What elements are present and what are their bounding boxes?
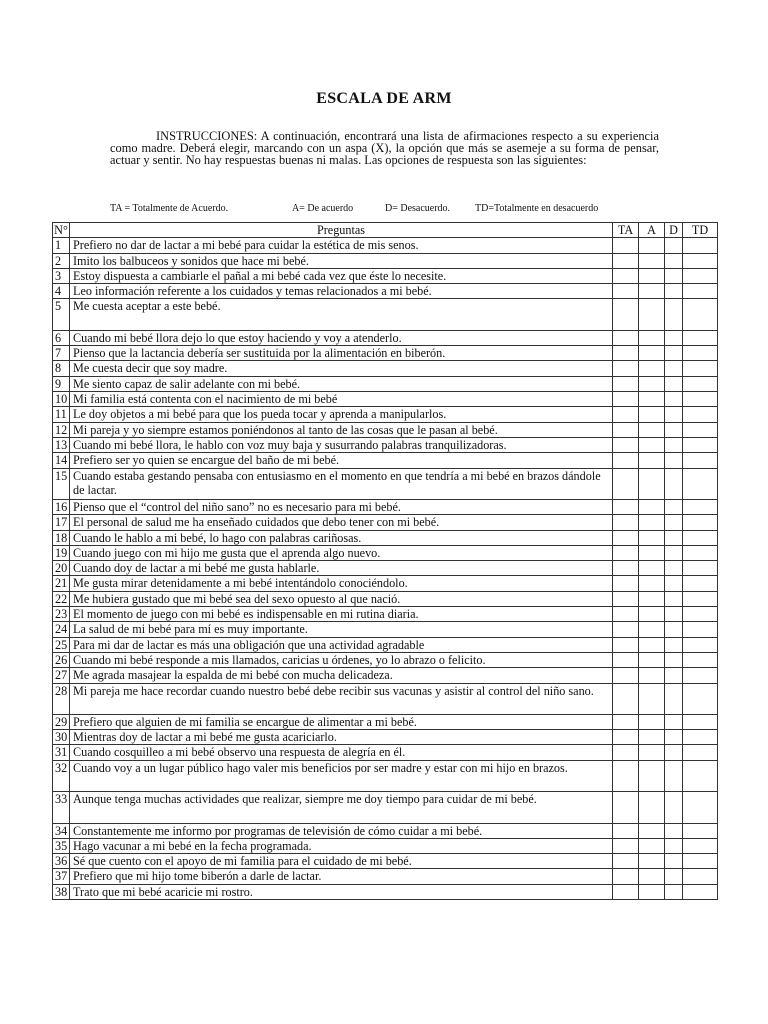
row-number: 6 xyxy=(53,330,70,345)
answer-cell-a[interactable] xyxy=(639,823,665,838)
row-number: 34 xyxy=(53,823,70,838)
legend-d: D= Desacuerdo. xyxy=(385,203,451,214)
answer-cell-ta[interactable] xyxy=(613,591,639,606)
answer-cell-ta[interactable] xyxy=(613,392,639,407)
answer-cell-a[interactable] xyxy=(639,869,665,884)
answer-cell-td[interactable] xyxy=(683,268,718,283)
table-row xyxy=(53,668,718,683)
table-row xyxy=(53,284,718,299)
answer-cell-a[interactable] xyxy=(639,530,665,545)
header-d: D xyxy=(665,223,683,238)
table-row xyxy=(53,730,718,745)
answer-cell-td[interactable] xyxy=(683,607,718,622)
table-row xyxy=(53,346,718,361)
row-number: 20 xyxy=(53,561,70,576)
table-row xyxy=(53,838,718,853)
answer-cell-td[interactable] xyxy=(683,652,718,667)
answer-cell-ta[interactable] xyxy=(613,530,639,545)
question-text: Para mi dar de lactar es más una obligación que una actividad agradable xyxy=(70,637,613,652)
answer-cell-td[interactable] xyxy=(683,591,718,606)
answer-cell-ta[interactable] xyxy=(613,299,639,330)
answer-cell-td[interactable] xyxy=(683,576,718,591)
answer-cell-d[interactable] xyxy=(665,683,683,714)
row-number: 17 xyxy=(53,515,70,530)
question-text: Constantemente me informo por programas de televisión de cómo cuidar a mi bebé. xyxy=(70,823,613,838)
answer-cell-a[interactable] xyxy=(639,346,665,361)
answer-cell-td[interactable] xyxy=(683,376,718,391)
answer-cell-td[interactable] xyxy=(683,499,718,514)
answer-cell-a[interactable] xyxy=(639,730,665,745)
answer-cell-ta[interactable] xyxy=(613,268,639,283)
answer-cell-td[interactable] xyxy=(683,683,718,714)
answer-cell-a[interactable] xyxy=(639,453,665,468)
question-text: Cuando voy a un lugar público hago valer mis beneficios por ser madre y estar con mi hijo en brazos. xyxy=(70,760,613,791)
answer-cell-td[interactable] xyxy=(683,422,718,437)
question-text: Pienso que el “control del niño sano” no es necesario para mi bebé. xyxy=(70,499,613,514)
answer-cell-d[interactable] xyxy=(665,652,683,667)
answer-cell-td[interactable] xyxy=(683,392,718,407)
answer-cell-a[interactable] xyxy=(639,637,665,652)
table-row xyxy=(53,253,718,268)
table-row xyxy=(53,238,718,253)
answer-cell-a[interactable] xyxy=(639,576,665,591)
answer-cell-ta[interactable] xyxy=(613,330,639,345)
row-number: 14 xyxy=(53,453,70,468)
question-text: Cuando mi bebé llora dejo lo que estoy haciendo y voy a atenderlo. xyxy=(70,330,613,345)
row-number: 2 xyxy=(53,253,70,268)
answer-cell-a[interactable] xyxy=(639,330,665,345)
row-number: 21 xyxy=(53,576,70,591)
table-row xyxy=(53,884,718,899)
table-row xyxy=(53,869,718,884)
question-text: Prefiero que mi hijo tome biberón a darle de lactar. xyxy=(70,869,613,884)
answer-cell-ta[interactable] xyxy=(613,346,639,361)
legend-td: TD=Totalmente en desacuerdo xyxy=(475,203,599,214)
answer-cell-a[interactable] xyxy=(639,884,665,899)
table-row xyxy=(53,268,718,283)
row-number: 31 xyxy=(53,745,70,760)
question-text: Prefiero ser yo quien se encargue del baño de mi bebé. xyxy=(70,453,613,468)
table-row xyxy=(53,622,718,637)
row-number: 11 xyxy=(53,407,70,422)
table-row xyxy=(53,823,718,838)
row-number: 33 xyxy=(53,792,70,823)
table-row xyxy=(53,453,718,468)
question-text: Trato que mi bebé acaricie mi rostro. xyxy=(70,884,613,899)
answer-cell-ta[interactable] xyxy=(613,284,639,299)
answer-cell-d[interactable] xyxy=(665,668,683,683)
answer-cell-ta[interactable] xyxy=(613,407,639,422)
answer-cell-td[interactable] xyxy=(683,869,718,884)
answer-cell-d[interactable] xyxy=(665,346,683,361)
table-row xyxy=(53,422,718,437)
answer-cell-d[interactable] xyxy=(665,468,683,499)
row-number: 24 xyxy=(53,622,70,637)
question-text: El personal de salud me ha enseñado cuidados que debo tener con mi bebé. xyxy=(70,515,613,530)
answer-cell-td[interactable] xyxy=(683,453,718,468)
row-number: 7 xyxy=(53,346,70,361)
table-row xyxy=(53,576,718,591)
answer-cell-td[interactable] xyxy=(683,745,718,760)
answer-cell-d[interactable] xyxy=(665,745,683,760)
header-td: TD xyxy=(683,223,718,238)
answer-cell-ta[interactable] xyxy=(613,238,639,253)
answer-cell-a[interactable] xyxy=(639,561,665,576)
question-text: Leo información referente a los cuidados y temas relacionados a mi bebé. xyxy=(70,284,613,299)
answer-cell-d[interactable] xyxy=(665,376,683,391)
answer-cell-td[interactable] xyxy=(683,838,718,853)
question-text: Cuando mi bebé responde a mis llamados, caricias u órdenes, yo lo abrazo o felicito. xyxy=(70,652,613,667)
question-text: Hago vacunar a mi bebé en la fecha programada. xyxy=(70,838,613,853)
row-number: 28 xyxy=(53,683,70,714)
answer-cell-ta[interactable] xyxy=(613,668,639,683)
answer-cell-d[interactable] xyxy=(665,561,683,576)
answer-cell-td[interactable] xyxy=(683,515,718,530)
answer-cell-d[interactable] xyxy=(665,730,683,745)
answer-cell-ta[interactable] xyxy=(613,607,639,622)
legend-ta: TA = Totalmente de Acuerdo. xyxy=(110,203,229,214)
answer-cell-td[interactable] xyxy=(683,561,718,576)
row-number: 38 xyxy=(53,884,70,899)
answer-cell-a[interactable] xyxy=(639,854,665,869)
answer-cell-d[interactable] xyxy=(665,823,683,838)
answer-cell-a[interactable] xyxy=(639,607,665,622)
answer-cell-a[interactable] xyxy=(639,299,665,330)
table-row xyxy=(53,637,718,652)
answer-cell-d[interactable] xyxy=(665,453,683,468)
answer-cell-td[interactable] xyxy=(683,622,718,637)
table-row xyxy=(53,561,718,576)
row-number: 15 xyxy=(53,468,70,499)
answer-cell-d[interactable] xyxy=(665,545,683,560)
response-legend xyxy=(110,203,670,217)
table-row xyxy=(53,376,718,391)
question-text: Prefiero que alguien de mi familia se encargue de alimentar a mi bebé. xyxy=(70,714,613,729)
answer-cell-td[interactable] xyxy=(683,760,718,791)
answer-cell-ta[interactable] xyxy=(613,576,639,591)
row-number: 36 xyxy=(53,854,70,869)
answer-cell-d[interactable] xyxy=(665,637,683,652)
answer-cell-d[interactable] xyxy=(665,361,683,376)
answer-cell-a[interactable] xyxy=(639,745,665,760)
answer-cell-d[interactable] xyxy=(665,284,683,299)
table-row xyxy=(53,437,718,452)
answer-cell-ta[interactable] xyxy=(613,760,639,791)
row-number: 3 xyxy=(53,268,70,283)
answer-cell-d[interactable] xyxy=(665,299,683,330)
row-number: 10 xyxy=(53,392,70,407)
answer-cell-a[interactable] xyxy=(639,284,665,299)
row-number: 4 xyxy=(53,284,70,299)
table-row xyxy=(53,745,718,760)
answer-cell-ta[interactable] xyxy=(613,730,639,745)
answer-cell-td[interactable] xyxy=(683,253,718,268)
row-number: 30 xyxy=(53,730,70,745)
answer-cell-ta[interactable] xyxy=(613,499,639,514)
question-text: Cuando doy de lactar a mi bebé me gusta hablarle. xyxy=(70,561,613,576)
row-number: 12 xyxy=(53,422,70,437)
row-number: 18 xyxy=(53,530,70,545)
row-number: 5 xyxy=(53,299,70,330)
answer-cell-td[interactable] xyxy=(683,884,718,899)
row-number: 22 xyxy=(53,591,70,606)
row-number: 26 xyxy=(53,652,70,667)
row-number: 25 xyxy=(53,637,70,652)
question-text: Estoy dispuesta a cambiarle el pañal a mi bebé cada vez que éste lo necesite. xyxy=(70,268,613,283)
row-number: 37 xyxy=(53,869,70,884)
question-text: Me siento capaz de salir adelante con mi bebé. xyxy=(70,376,613,391)
answer-cell-ta[interactable] xyxy=(613,453,639,468)
answer-cell-td[interactable] xyxy=(683,407,718,422)
answer-cell-td[interactable] xyxy=(683,284,718,299)
row-number: 13 xyxy=(53,437,70,452)
answer-cell-d[interactable] xyxy=(665,499,683,514)
answer-cell-ta[interactable] xyxy=(613,652,639,667)
table-header-row xyxy=(53,223,718,238)
question-text: Me cuesta decir que soy madre. xyxy=(70,361,613,376)
header-ta: TA xyxy=(613,223,639,238)
question-text: La salud de mi bebé para mí es muy importante. xyxy=(70,622,613,637)
answer-cell-td[interactable] xyxy=(683,346,718,361)
answer-cell-ta[interactable] xyxy=(613,253,639,268)
answer-cell-td[interactable] xyxy=(683,468,718,499)
question-text: Mi familia está contenta con el nacimiento de mi bebé xyxy=(70,392,613,407)
answer-cell-td[interactable] xyxy=(683,714,718,729)
answer-cell-ta[interactable] xyxy=(613,437,639,452)
answer-cell-a[interactable] xyxy=(639,622,665,637)
answer-cell-d[interactable] xyxy=(665,253,683,268)
answer-cell-a[interactable] xyxy=(639,652,665,667)
answer-cell-ta[interactable] xyxy=(613,683,639,714)
table-row xyxy=(53,530,718,545)
answer-cell-a[interactable] xyxy=(639,376,665,391)
table-row xyxy=(53,468,718,499)
answer-cell-d[interactable] xyxy=(665,268,683,283)
answer-cell-a[interactable] xyxy=(639,668,665,683)
answer-cell-ta[interactable] xyxy=(613,422,639,437)
answer-cell-td[interactable] xyxy=(683,854,718,869)
question-text: Sé que cuento con el apoyo de mi familia para el cuidado de mi bebé. xyxy=(70,854,613,869)
table-row xyxy=(53,499,718,514)
answer-cell-td[interactable] xyxy=(683,361,718,376)
answer-cell-a[interactable] xyxy=(639,422,665,437)
table-row xyxy=(53,515,718,530)
legend-a: A= De acuerdo xyxy=(292,203,354,214)
answer-cell-td[interactable] xyxy=(683,637,718,652)
answer-cell-a[interactable] xyxy=(639,407,665,422)
question-text: Imito los balbuceos y sonidos que hace mi bebé. xyxy=(70,253,613,268)
row-number: 32 xyxy=(53,760,70,791)
answer-cell-ta[interactable] xyxy=(613,745,639,760)
answer-cell-ta[interactable] xyxy=(613,792,639,823)
answer-cell-td[interactable] xyxy=(683,823,718,838)
answer-cell-d[interactable] xyxy=(665,792,683,823)
table-row xyxy=(53,854,718,869)
answer-cell-a[interactable] xyxy=(639,238,665,253)
answer-cell-d[interactable] xyxy=(665,515,683,530)
answer-cell-d[interactable] xyxy=(665,854,683,869)
answer-cell-td[interactable] xyxy=(683,299,718,330)
answer-cell-d[interactable] xyxy=(665,407,683,422)
table-row xyxy=(53,760,718,791)
table-row xyxy=(53,591,718,606)
table-row xyxy=(53,407,718,422)
answer-cell-td[interactable] xyxy=(683,668,718,683)
row-number: 19 xyxy=(53,545,70,560)
answer-cell-a[interactable] xyxy=(639,545,665,560)
answer-cell-ta[interactable] xyxy=(613,884,639,899)
answer-cell-d[interactable] xyxy=(665,869,683,884)
header-num: N° xyxy=(54,223,68,237)
answer-cell-d[interactable] xyxy=(665,330,683,345)
answer-cell-a[interactable] xyxy=(639,792,665,823)
answer-cell-d[interactable] xyxy=(665,437,683,452)
answer-cell-a[interactable] xyxy=(639,468,665,499)
answer-cell-a[interactable] xyxy=(639,591,665,606)
question-text: Cuando cosquilleo a mi bebé observo una respuesta de alegría en él. xyxy=(70,745,613,760)
table-row xyxy=(53,714,718,729)
answer-cell-a[interactable] xyxy=(639,361,665,376)
question-text: Cuando le hablo a mi bebé, lo hago con palabras cariñosas. xyxy=(70,530,613,545)
header-a: A xyxy=(639,223,665,238)
answer-cell-a[interactable] xyxy=(639,268,665,283)
answer-cell-ta[interactable] xyxy=(613,838,639,853)
answer-cell-a[interactable] xyxy=(639,499,665,514)
answer-cell-d[interactable] xyxy=(665,714,683,729)
header-question: Preguntas xyxy=(70,223,613,238)
question-text: Mientras doy de lactar a mi bebé me gusta acariciarlo. xyxy=(70,730,613,745)
answer-cell-a[interactable] xyxy=(639,683,665,714)
question-text: Cuando mi bebé llora, le hablo con voz muy baja y susurrando palabras tranquilizadoras. xyxy=(70,437,613,452)
question-text: Aunque tenga muchas actividades que realizar, siempre me doy tiempo para cuidar de mi bebé. xyxy=(70,792,613,823)
answer-cell-td[interactable] xyxy=(683,437,718,452)
questionnaire-table xyxy=(52,222,718,900)
answer-cell-td[interactable] xyxy=(683,530,718,545)
question-text: Le doy objetos a mi bebé para que los pueda tocar y aprenda a manipularlos. xyxy=(70,407,613,422)
answer-cell-td[interactable] xyxy=(683,238,718,253)
answer-cell-a[interactable] xyxy=(639,253,665,268)
answer-cell-td[interactable] xyxy=(683,545,718,560)
answer-cell-ta[interactable] xyxy=(613,468,639,499)
table-row xyxy=(53,299,718,330)
answer-cell-ta[interactable] xyxy=(613,515,639,530)
table-row xyxy=(53,361,718,376)
answer-cell-ta[interactable] xyxy=(613,637,639,652)
answer-cell-d[interactable] xyxy=(665,591,683,606)
table-row xyxy=(53,652,718,667)
question-text: Prefiero no dar de lactar a mi bebé para cuidar la estética de mis senos. xyxy=(70,238,613,253)
answer-cell-d[interactable] xyxy=(665,607,683,622)
answer-cell-d[interactable] xyxy=(665,530,683,545)
answer-cell-a[interactable] xyxy=(639,838,665,853)
table-row xyxy=(53,792,718,823)
answer-cell-d[interactable] xyxy=(665,392,683,407)
question-text: Mi pareja me hace recordar cuando nuestro bebé debe recibir sus vacunas y asistir al control del niño sano. xyxy=(70,683,613,714)
table-row xyxy=(53,607,718,622)
row-number: 27 xyxy=(53,668,70,683)
question-text: Mi pareja y yo siempre estamos poniéndonos al tanto de las cosas que le pasan al bebé. xyxy=(70,422,613,437)
question-text: Cuando estaba gestando pensaba con entusiasmo en el momento en que tendría a mi bebé en brazos dándole de lactar. xyxy=(70,468,613,499)
answer-cell-ta[interactable] xyxy=(613,869,639,884)
answer-cell-d[interactable] xyxy=(665,884,683,899)
answer-cell-d[interactable] xyxy=(665,622,683,637)
document-title: ESCALA DE ARM xyxy=(316,90,452,107)
answer-cell-td[interactable] xyxy=(683,792,718,823)
question-text: Cuando juego con mi hijo me gusta que el aprenda algo nuevo. xyxy=(70,545,613,560)
row-number: 35 xyxy=(53,838,70,853)
answer-cell-d[interactable] xyxy=(665,576,683,591)
answer-cell-ta[interactable] xyxy=(613,545,639,560)
answer-cell-a[interactable] xyxy=(639,437,665,452)
question-text: Me agrada masajear la espalda de mi bebé con mucha delicadeza. xyxy=(70,668,613,683)
answer-cell-ta[interactable] xyxy=(613,376,639,391)
answer-cell-ta[interactable] xyxy=(613,561,639,576)
question-text: Pienso que la lactancia debería ser sustituida por la alimentación en biberón. xyxy=(70,346,613,361)
answer-cell-ta[interactable] xyxy=(613,854,639,869)
answer-cell-d[interactable] xyxy=(665,760,683,791)
question-text: El momento de juego con mi bebé es indispensable en mi rutina diaria. xyxy=(70,607,613,622)
answer-cell-a[interactable] xyxy=(639,714,665,729)
row-number: 16 xyxy=(53,499,70,514)
table-row xyxy=(53,330,718,345)
question-text: Me gusta mirar detenidamente a mi bebé intentándolo conociéndolo. xyxy=(70,576,613,591)
answer-cell-td[interactable] xyxy=(683,730,718,745)
row-number: 1 xyxy=(53,238,70,253)
table-row xyxy=(53,545,718,560)
instructions xyxy=(110,130,659,166)
answer-cell-ta[interactable] xyxy=(613,361,639,376)
question-text: Me cuesta aceptar a este bebé. xyxy=(70,299,613,330)
answer-cell-d[interactable] xyxy=(665,238,683,253)
answer-cell-a[interactable] xyxy=(639,515,665,530)
table-row xyxy=(53,683,718,714)
answer-cell-ta[interactable] xyxy=(613,823,639,838)
answer-cell-a[interactable] xyxy=(639,392,665,407)
answer-cell-a[interactable] xyxy=(639,760,665,791)
row-number: 29 xyxy=(53,714,70,729)
question-text: Me hubiera gustado que mi bebé sea del sexo opuesto al que nació. xyxy=(70,591,613,606)
answer-cell-d[interactable] xyxy=(665,838,683,853)
table-row xyxy=(53,392,718,407)
answer-cell-td[interactable] xyxy=(683,330,718,345)
row-number: 9 xyxy=(53,376,70,391)
instructions-text: INSTRUCCIONES: A continuación, encontrará una lista de afirmaciones respecto a su experiencia como madre. Deberá elegir, marcando con un aspa (X), la opción que más se asemeje a su forma de pensar, actuar y sentir. No hay respuestas buenas ni malas. Las opciones de respuesta son las siguientes: xyxy=(110,129,659,167)
row-number: 23 xyxy=(53,607,70,622)
answer-cell-ta[interactable] xyxy=(613,714,639,729)
answer-cell-ta[interactable] xyxy=(613,622,639,637)
row-number: 8 xyxy=(53,361,70,376)
answer-cell-d[interactable] xyxy=(665,422,683,437)
